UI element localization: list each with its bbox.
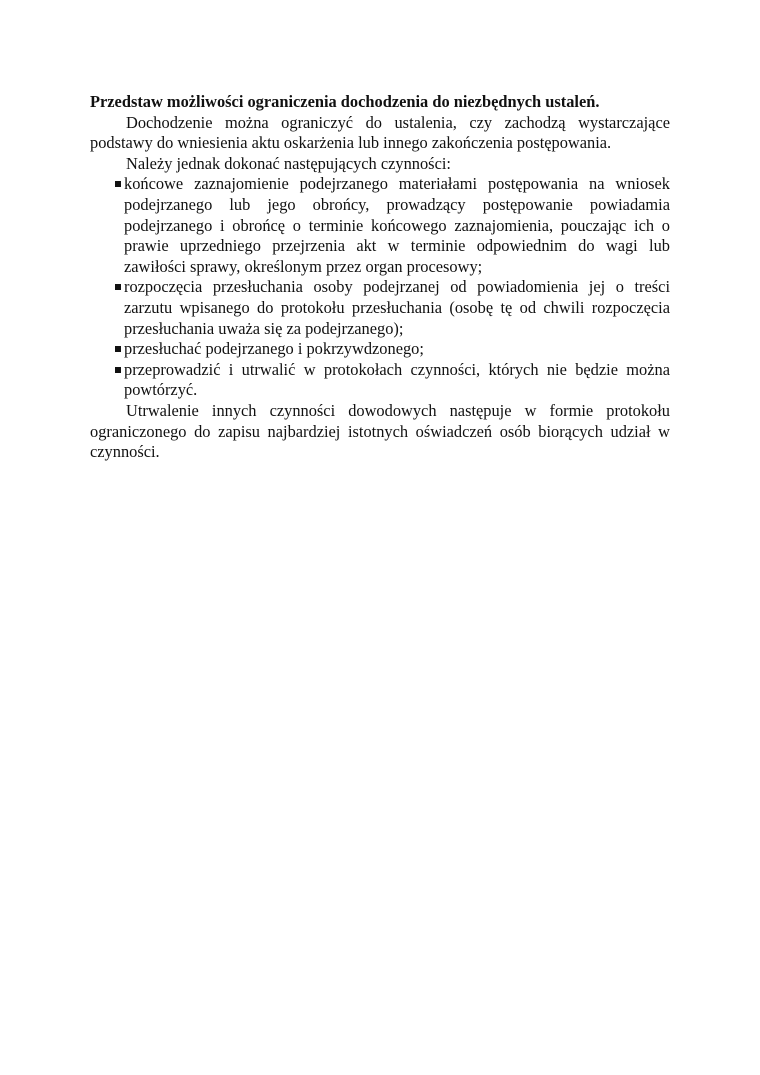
list-item [90, 360, 670, 401]
list-item [90, 339, 670, 360]
list-item-text: przeprowadzić i utrwalić w protokołach czynności, których nie będzie można powtórzyć. [124, 359, 670, 400]
actions-list [90, 174, 670, 401]
square-bullet-icon [115, 346, 121, 352]
list-item-text: końcowe zaznajomienie podejrzanego materiałami postępowania na wniosek podejrzanego lub jego obrońcy, prowadzący postępowanie powiadamia podejrzanego i obrońcę o terminie końcowego zaznajomienia, pouczając ich o prawie uprzedniego przejrzenia akt w terminie odpowiednim do wagi lub zawiłości sprawy, określonym przez organ procesowy; [124, 174, 670, 276]
list-item-text: rozpoczęcia przesłuchania osoby podejrzanej od powiadomienia jej o treści zarzutu wpisanego do protokołu przesłuchania (osobę tę od chwili rozpoczęcia przesłuchania uważa się za podejrzanego); [124, 277, 670, 338]
square-bullet-icon [115, 284, 121, 290]
square-bullet-icon [115, 181, 121, 187]
list-intro-paragraph: Należy jednak dokonać następujących czynności: [126, 153, 451, 173]
list-item [90, 277, 670, 339]
list-item-text: przesłuchać podejrzanego i pokrzywdzonego; [124, 339, 424, 359]
document-body [90, 92, 670, 463]
closing-paragraph: Utrwalenie innych czynności dowodowych następuje w formie protokołu ograniczonego do zapisu najbardziej istotnych oświadczeń osób biorących udział w czynności. [90, 400, 670, 462]
question-heading: Przedstaw możliwości ograniczenia dochodzenia do niezbędnych ustaleń. [90, 92, 600, 111]
list-item [90, 174, 670, 277]
intro-paragraph: Dochodzenie można ograniczyć do ustalenia, czy zachodzą wystarczające podstawy do wniesienia aktu oskarżenia lub innego zakończenia postępowania. [90, 112, 670, 153]
square-bullet-icon [115, 367, 121, 373]
